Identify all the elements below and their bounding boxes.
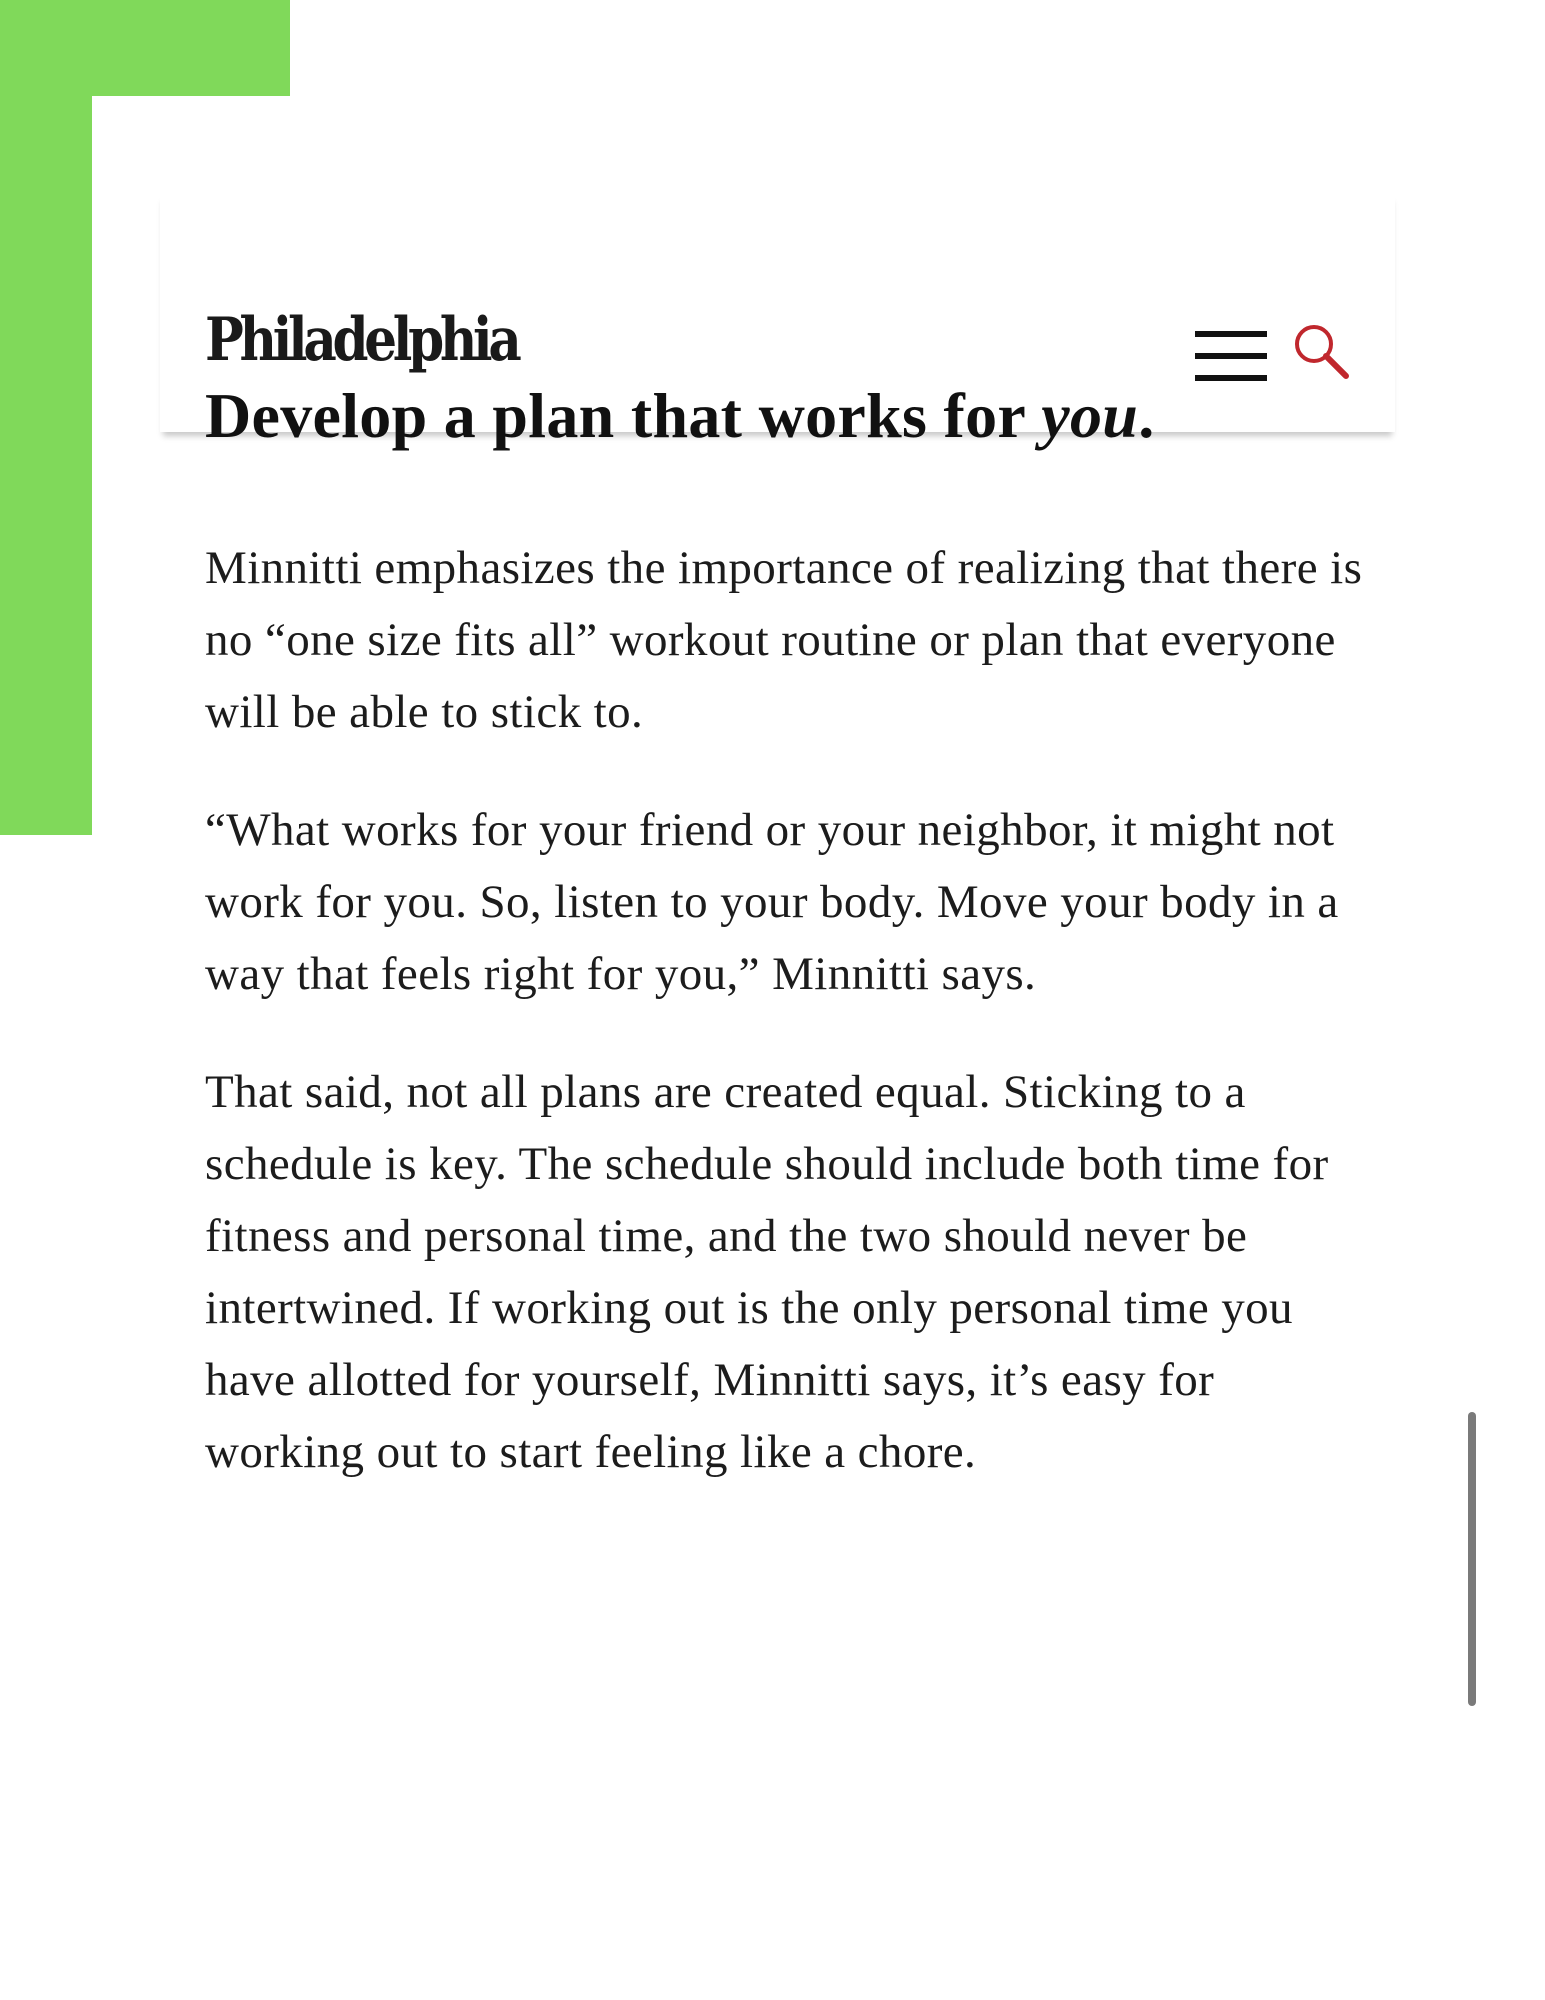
article-paragraph: That said, not all plans are created equal. Sticking to a schedule is key. The schedule should include both time for fitness and personal time, and the two should never be intertwined. If working out is the only personal time you have allotted for yourself, Minnitti says, it’s easy for working out to start feeling like a chore. [205, 1066, 1329, 1478]
scroll-indicator[interactable] [1468, 1412, 1476, 1706]
green-corner-decoration-left [0, 0, 92, 835]
headline-emphasis: you [1041, 380, 1139, 451]
section-headline [205, 380, 1395, 452]
search-icon[interactable] [1292, 322, 1350, 380]
article-paragraph: Minnitti emphasizes the importance of realizing that there is no “one size fits all” workout routine or plan that everyone will be able to stick to. [205, 542, 1363, 738]
article-paragraph: “What works for your friend or your neighbor, it might not work for you. So, listen to your body. Move your body in a way that feels right for you,” Minnitti says. [205, 804, 1339, 1000]
headline-text: Develop a plan that works for [205, 380, 1042, 451]
menu-bar-top [1195, 331, 1267, 337]
hamburger-menu-icon[interactable] [1195, 331, 1267, 381]
menu-bar-middle [1195, 353, 1267, 359]
article-body [205, 380, 1395, 1534]
headline-period: . [1138, 380, 1155, 451]
site-logo[interactable]: Philadelphia [205, 305, 518, 375]
